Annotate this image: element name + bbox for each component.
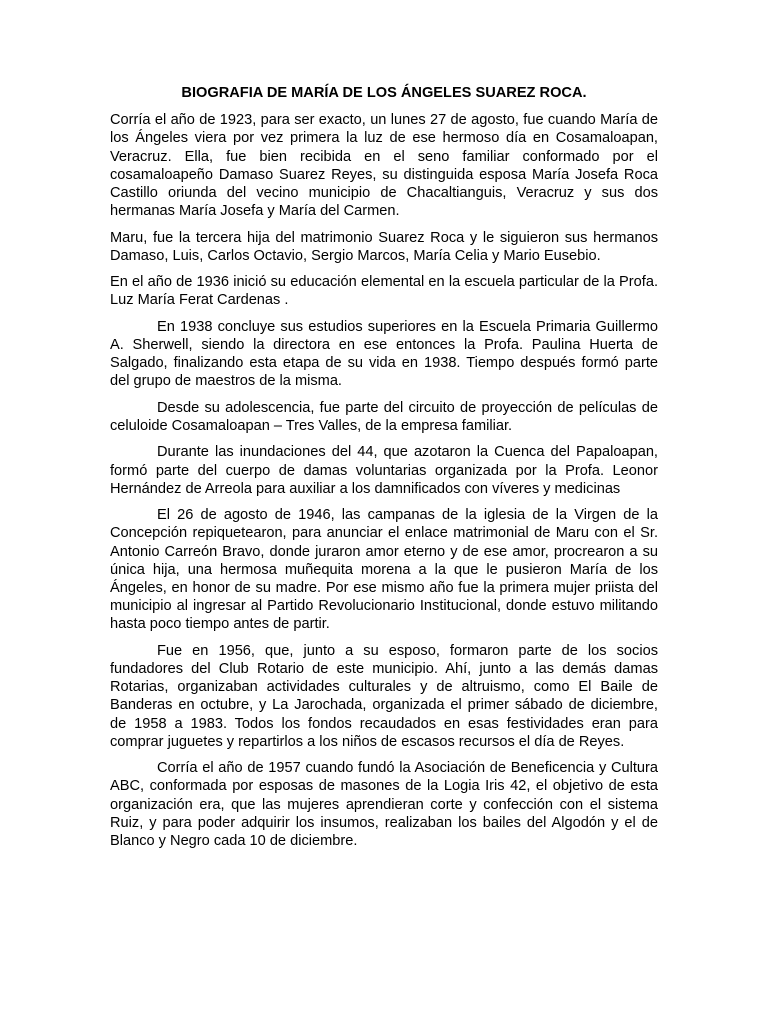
paragraph-birth: Corría el año de 1923, para ser exacto, un lunes 27 de agosto, fue cuando María de los Ángeles viera por vez primera la luz de ese hermoso día en Cosamaloapan, Veracruz. Ella, fue bien recibida en el seno familiar conformado por el cosamaloapeño Damaso Suarez Reyes, su distinguida esposa María Josefa Roca Castillo oriunda del vecino municipio de Chacaltianguis, Veracruz y sus dos hermanas María Josefa y María del Carmen. [110, 112, 658, 220]
paragraph-adolescence: Desde su adolescencia, fue parte del circuito de proyección de películas de celuloide Cosamaloapan – Tres Valles, de la empresa familiar. [110, 399, 658, 434]
paragraph-marriage-1946: El 26 de agosto de 1946, las campanas de la iglesia de la Virgen de la Concepción repiquetearon, para anunciar el enlace matrimonial de Maru con el Sr. Antonio Carreón Bravo, donde juraron amor eterno y de ese amor, procrearon a su única hija, una hermosa muñequita morena a la que le pusieron María de los Ángeles, en honor de su madre. Por ese mismo año fue la primera mujer priista del municipio al ingresar al Partido Revolucionario Institucional, donde estuvo militando hasta poco tiempo antes de partir. [110, 507, 658, 633]
paragraph-elementary-education: En el año de 1936 inició su educación elemental en la escuela particular de la Profa. Luz María Ferat Cardenas . [110, 274, 658, 309]
paragraph-abc-association: Corría el año de 1957 cuando fundó la Asociación de Beneficencia y Cultura ABC, conformada por esposas de masones de la Logia Iris 42, el objetivo de esta organización era, que las mujeres aprendieran corte y confección con el sistema Ruiz, y para poder adquirir los insumos, realizaban los bailes del Algodón y el de Blanco y Negro cada 10 de diciembre. [110, 760, 658, 850]
paragraph-siblings: Maru, fue la tercera hija del matrimonio Suarez Roca y le siguieron sus hermanos Damaso, Luis, Carlos Octavio, Sergio Marcos, María Celia y Mario Eusebio. [110, 229, 658, 264]
paragraph-higher-studies: En 1938 concluye sus estudios superiores en la Escuela Primaria Guillermo A. Sherwell, siendo la directora en ese entonces la Profa. Paulina Huerta de Salgado, finalizando esta etapa de su vida en 1938. Tiempo después formó parte del grupo de maestros de la misma. [110, 318, 658, 390]
paragraph-floods-1944: Durante las inundaciones del 44, que azotaron la Cuenca del Papaloapan, formó parte del cuerpo de damas voluntarias organizada por la Profa. Leonor Hernández de Arreola para auxiliar a los damnificados con víveres y medicinas [110, 444, 658, 497]
paragraph-rotary-club: Fue en 1956, que, junto a su esposo, formaron parte de los socios fundadores del Club Rotario de este municipio. Ahí, junto a las demás damas Rotarias, organizaban actividades culturales y de altruismo, como El Baile de Banderas en octubre, y La Jarochada, organizada el primer sábado de diciembre, de 1958 a 1983. Todos los fondos recaudados en esas festividades eran para comprar juguetes y repartirlos a los niños de escasos recursos el día de Reyes. [110, 642, 658, 750]
document-title: BIOGRAFIA DE MARÍA DE LOS ÁNGELES SUAREZ ROCA. [181, 85, 587, 101]
document-page [110, 84, 658, 858]
